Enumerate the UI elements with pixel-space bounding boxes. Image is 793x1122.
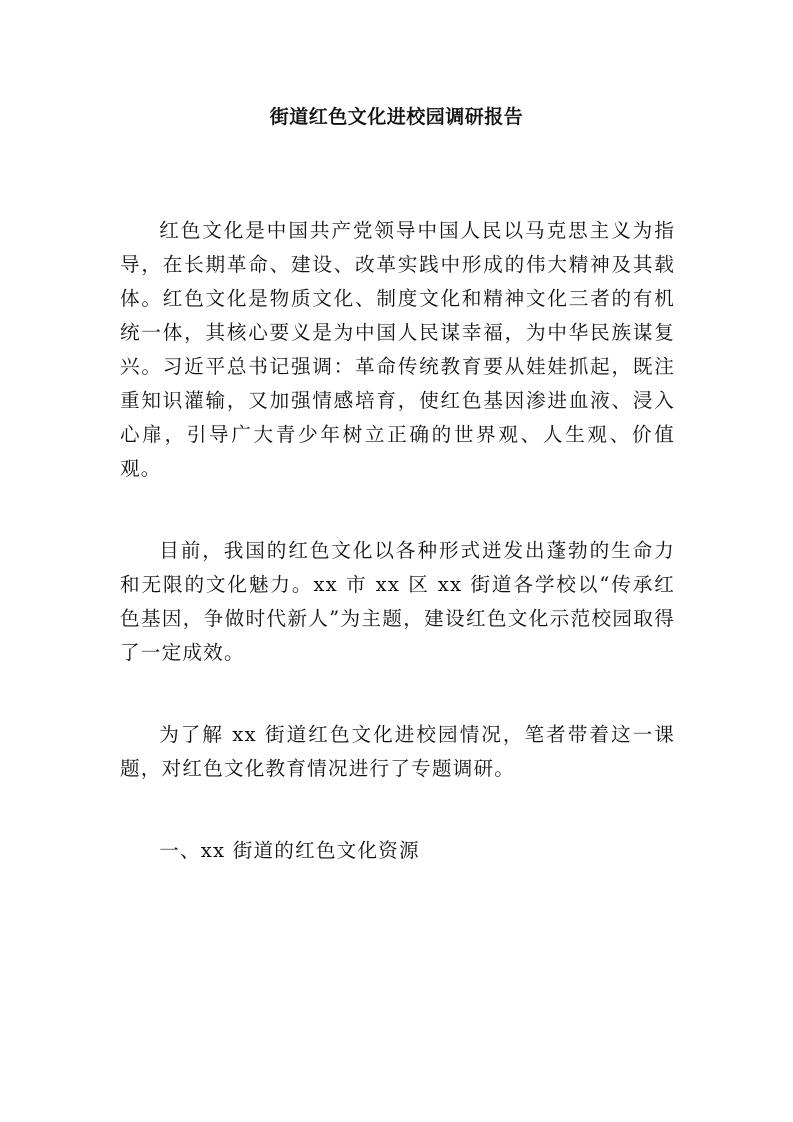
document-body bbox=[120, 214, 675, 868]
document-title: 街道红色文化进校园调研报告 bbox=[269, 106, 524, 128]
paragraph-red-culture-definition: 红色文化是中国共产党领导中国人民以马克思主义为指导，在长期革命、建设、改革实践中形成的伟大精神及其载体。红色文化是物质文化、制度文化和精神文化三者的有机统一体，其核心要义是为中国人民谋幸福，为中华民族谋复兴。习近平总书记强调：革命传统教育要从娃娃抓起，既注重知识灌输，又加强情感培育，使红色基因渗进血液、浸入心扉，引导广大青少年树立正确的世界观、人生观、价值观。 bbox=[120, 219, 675, 480]
paragraph-current-situation: 目前，我国的红色文化以各种形式迸发出蓬勃的生命力和无限的文化魅力。xx 市 xx 区 xx 街道各学校以“传承红色基因，争做时代新人”为主题，建设红色文化示范校园取得了一定成效。 bbox=[120, 539, 675, 664]
paragraph-research-purpose: 为了解 xx 街道红色文化进校园情况，笔者带着这一课题，对红色文化教育情况进行了专题调研。 bbox=[120, 723, 675, 780]
section-heading-red-culture-resources: 一、xx 街道的红色文化资源 bbox=[159, 839, 420, 862]
